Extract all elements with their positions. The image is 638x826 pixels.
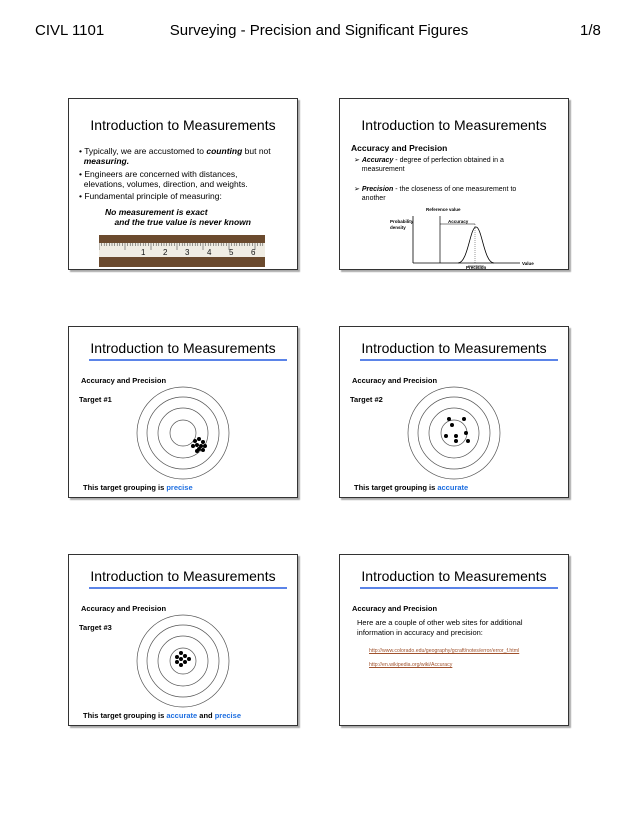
density-label: density: [390, 225, 406, 230]
link-wikipedia[interactable]: http://en.wikipedia.org/wiki/Accuracy: [369, 662, 453, 668]
accuracy-label: Accuracy: [448, 219, 469, 224]
shot-dot: [191, 444, 195, 448]
tape-number: 1: [141, 248, 146, 257]
bullet-3: • Fundamental principle of measuring:: [79, 191, 222, 201]
target-ring: [137, 387, 229, 479]
slide-title: Introduction to Measurements: [90, 340, 276, 356]
shot-dot: [175, 655, 179, 659]
probability-label: Probability: [390, 219, 414, 224]
target-label: Target #2: [350, 395, 383, 404]
accuracy-definition: ➢ Accuracy - degree of perfection obtained in a measurement: [354, 157, 504, 173]
target-ring: [429, 408, 479, 458]
shot-dot: [203, 444, 207, 448]
shot-dot: [466, 439, 470, 443]
slide-title: Introduction to Measurements: [90, 117, 276, 133]
target-label: Target #1: [79, 395, 112, 404]
slide-title: Introduction to Measurements: [361, 117, 547, 133]
target-caption: This target grouping is accurate: [354, 483, 469, 492]
shot-dot: [201, 440, 205, 444]
shot-dot: [175, 660, 179, 664]
reference-value-label: Reference value: [426, 207, 461, 212]
target-ring: [137, 615, 229, 707]
shot-dot: [195, 443, 199, 447]
shot-dot: [193, 439, 197, 443]
shot-dot: [464, 431, 468, 435]
target-ring: [441, 420, 467, 446]
precision-label: Precision: [466, 265, 487, 270]
title-underline: [89, 587, 287, 589]
shot-dot: [187, 657, 191, 661]
shot-dot: [183, 660, 187, 664]
tape-number: 4: [207, 248, 212, 257]
shot-dot: [450, 423, 454, 427]
slide-subtitle: Accuracy and Precision: [81, 604, 167, 613]
slide-3: [68, 326, 298, 498]
target-caption: This target grouping is precise: [83, 483, 193, 492]
value-label: Value: [522, 261, 534, 266]
shot-dot: [179, 657, 183, 661]
slide-4: [339, 326, 569, 498]
tape-number: 2: [163, 248, 168, 257]
slide-5: [68, 554, 298, 726]
tape-number: 5: [229, 248, 234, 257]
document-title: Surveying - Precision and Significant Figures: [169, 22, 469, 39]
title-underline: [360, 359, 558, 361]
shot-dot: [454, 439, 458, 443]
target-2: [404, 383, 504, 483]
shot-dot: [197, 437, 201, 441]
slide-2: [339, 98, 569, 270]
shot-dot: [195, 449, 199, 453]
bullet-1: • Typically, we are accustomed to counting but not measuring.: [79, 146, 271, 166]
shot-dot: [444, 434, 448, 438]
slide-6: [339, 554, 569, 726]
link-colorado[interactable]: http://www.colorado.edu/geography/gcraft/notes/error/error_f.html: [369, 648, 520, 654]
page-number: 1/8: [580, 22, 601, 39]
tape-number: 6: [251, 248, 256, 257]
quote: No measurement is exact and the true value is never known: [105, 207, 251, 227]
body-text: Here are a couple of other web sites for additional information in accuracy and precision:: [357, 618, 523, 637]
shot-dot: [462, 417, 466, 421]
slide-title: Introduction to Measurements: [361, 568, 547, 584]
target-ring: [158, 408, 208, 458]
target-ring: [158, 636, 208, 686]
slide-1: [68, 98, 298, 270]
shot-dot: [179, 651, 183, 655]
slide-subtitle: Accuracy and Precision: [81, 376, 167, 385]
target-label: Target #3: [79, 623, 112, 632]
slide-title: Introduction to Measurements: [361, 340, 547, 356]
target-1: [133, 383, 233, 483]
shot-dot: [183, 654, 187, 658]
slide-subtitle: Accuracy and Precision: [351, 143, 448, 153]
target-ring: [170, 648, 196, 674]
shot-dot: [454, 434, 458, 438]
shot-dot: [447, 417, 451, 421]
precision-definition: ➢ Precision - the closeness of one measurement to another: [354, 186, 517, 202]
accuracy-precision-diagram: [410, 211, 530, 270]
target-ring: [408, 387, 500, 479]
course-code: CIVL 1101: [35, 22, 105, 39]
title-underline: [89, 359, 287, 361]
tape-number: 3: [185, 248, 190, 257]
slide-title: Introduction to Measurements: [90, 568, 276, 584]
slide-subtitle: Accuracy and Precision: [352, 604, 438, 613]
slide-subtitle: Accuracy and Precision: [352, 376, 438, 385]
target-ring: [170, 420, 196, 446]
bullet-2: • Engineers are concerned with distances, elevations, volumes, direction, and weights.: [79, 169, 248, 189]
target-3: [133, 611, 233, 711]
target-caption: This target grouping is accurate and precise: [83, 711, 241, 720]
tape-measure-image: [99, 235, 265, 267]
title-underline: [360, 587, 558, 589]
shot-dot: [179, 663, 183, 667]
shot-dot: [201, 448, 205, 452]
